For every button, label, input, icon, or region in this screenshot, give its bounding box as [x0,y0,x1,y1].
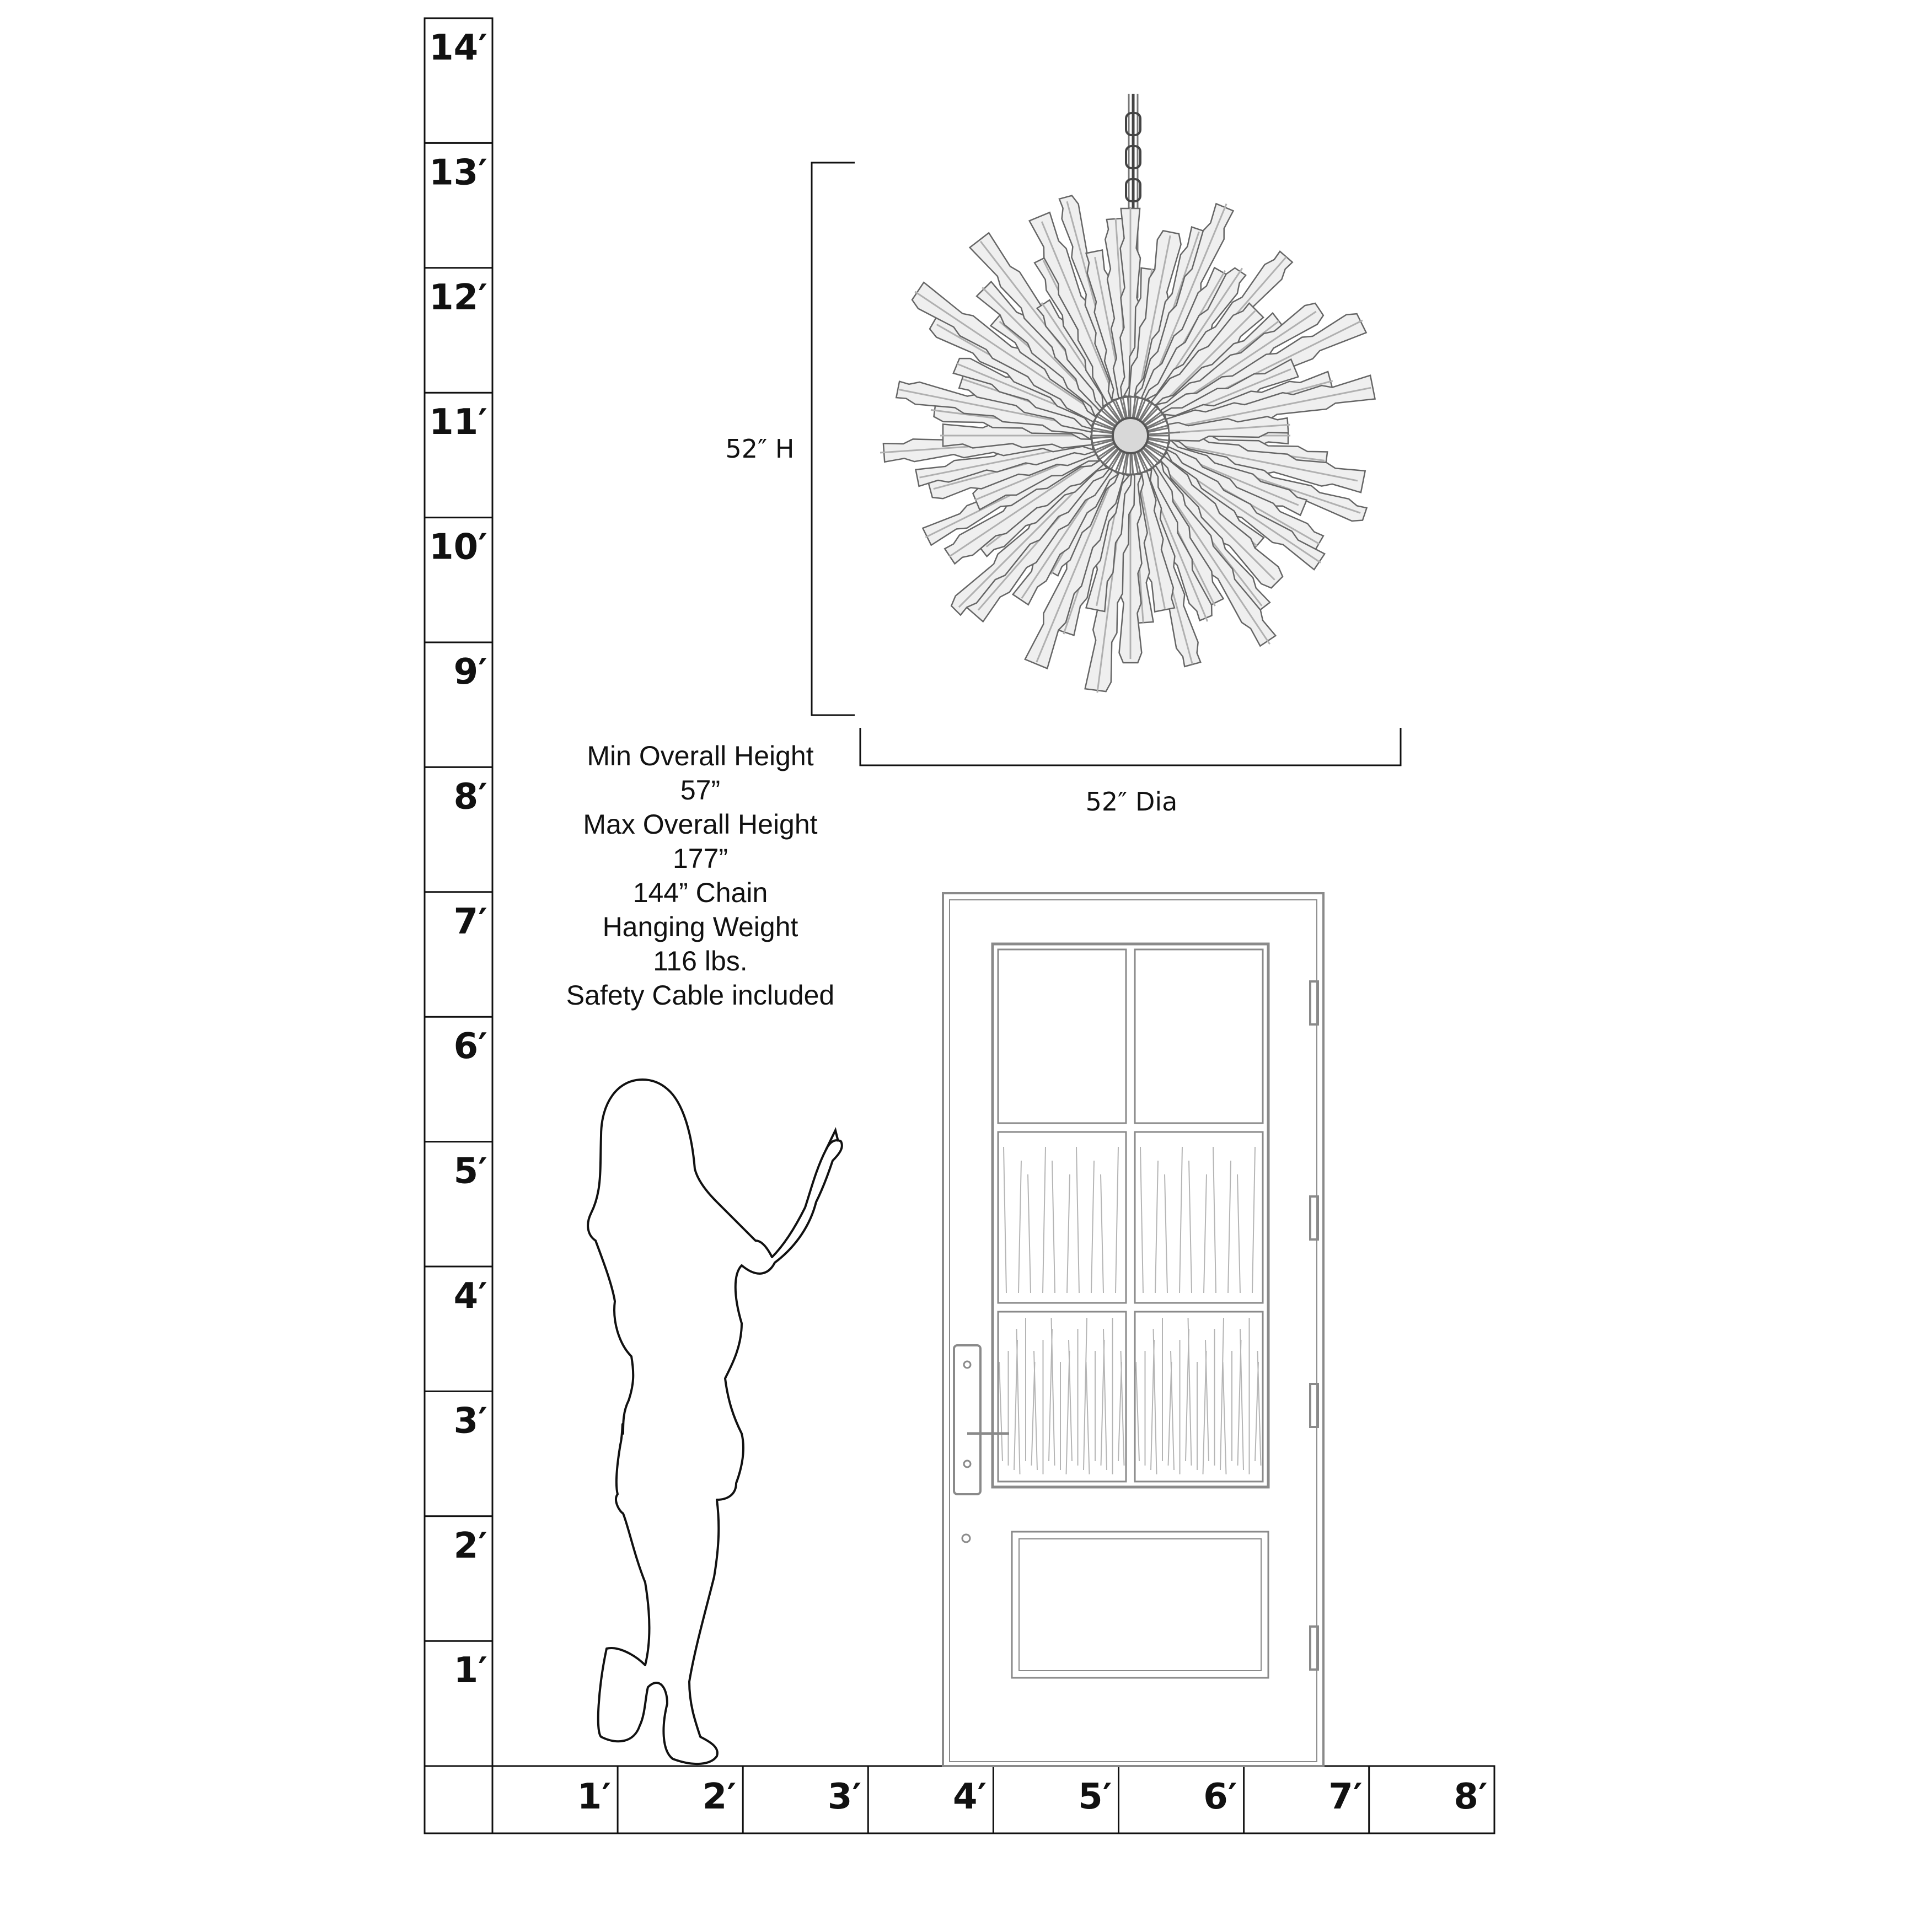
door-garden-reflection [999,1147,1261,1474]
vertical-scale-label: 4′ [453,1276,487,1317]
horizontal-scale-label: 4′ [952,1777,987,1817]
woman-silhouette [588,1080,842,1764]
horizontal-scale-label: 8′ [1454,1777,1488,1817]
vertical-scale-label: 14′ [429,28,487,68]
door-glass-panes [998,949,1263,1482]
horizontal-scale-label: 1′ [577,1777,612,1817]
vertical-scale-label: 5′ [453,1151,487,1192]
horizontal-scale-label: 3′ [827,1777,862,1817]
door-slab [950,900,1317,1762]
horizontal-scale [425,1766,1494,1833]
vertical-scale-label: 7′ [453,901,487,942]
vertical-scale-label: 13′ [429,152,487,194]
horizontal-scale-label: 2′ [702,1777,737,1817]
vertical-scale-label: 8′ [453,776,487,818]
vertical-scale-label: 9′ [453,652,487,693]
vertical-scale-label: 10′ [429,527,487,568]
door [943,893,1323,1766]
horizontal-scale-label: 5′ [1078,1777,1112,1817]
diameter-dimension [860,728,1401,817]
chain-length: 144” Chain [632,877,768,908]
weight-value: 116 lbs. [653,946,748,976]
max-height-value: 177” [672,843,728,874]
door-glass-frame [993,944,1268,1487]
horizontal-scale-label: 7′ [1328,1777,1363,1817]
vertical-scale-label: 12′ [429,277,487,318]
height-dimension [726,163,855,715]
vertical-scale-label: 11′ [429,402,487,443]
max-height-label: Max Overall Height [583,809,818,840]
min-height-value: 57” [680,775,721,806]
spec-list [513,739,888,1012]
vertical-scale-label: 3′ [453,1400,487,1442]
vertical-scale [425,18,492,1766]
diameter-label: 52″ Dia [1085,787,1178,817]
weight-label: Hanging Weight [602,911,798,942]
chandelier [880,94,1375,694]
door-frame [943,893,1323,1766]
vertical-scale-label: 1′ [453,1650,487,1692]
min-height-label: Min Overall Height [587,740,814,771]
vertical-scale-label: 2′ [453,1525,487,1566]
door-lower-panel [1012,1532,1268,1678]
height-label: 52″ H [725,434,795,464]
chandelier-hub [1113,418,1148,453]
horizontal-scale-label: 6′ [1203,1777,1237,1817]
safety-cable-note: Safety Cable included [566,980,835,1011]
vertical-scale-label: 6′ [453,1026,487,1067]
